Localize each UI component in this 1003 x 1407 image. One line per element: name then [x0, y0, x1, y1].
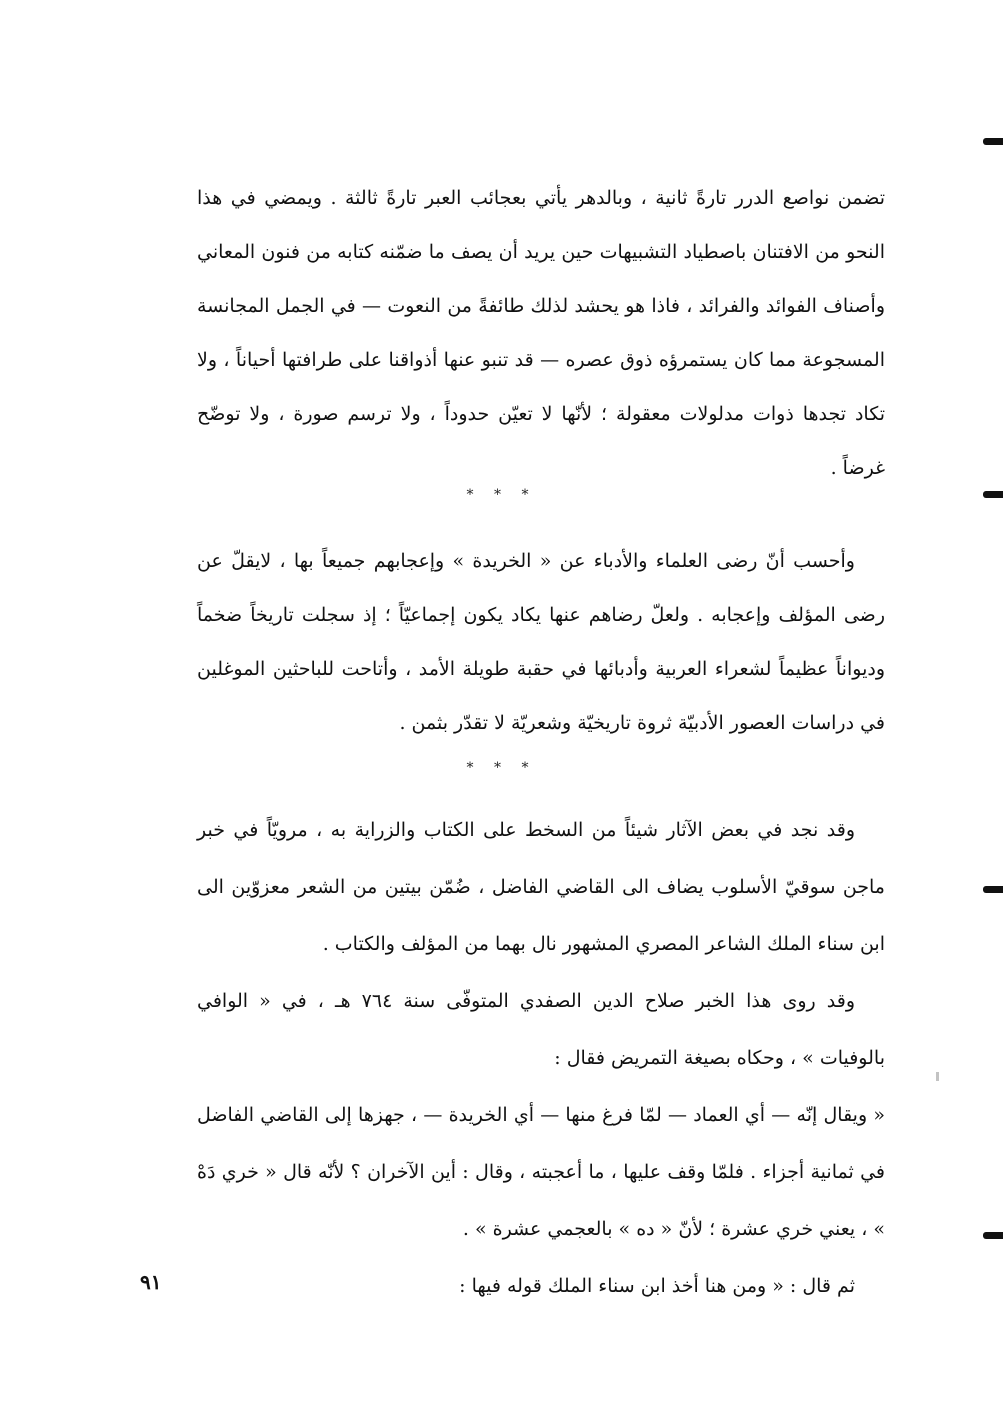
scan-edge-mark: [983, 1232, 1003, 1239]
paragraph: وأحسب أنّ رضى العلماء والأدباء عن « الخريدة » وإعجابهم جميعاً بها ، لايقلّ عن رضى المؤلف وإعجابه . ولعلّ رضاهم عنها يكاد يكون إجماعيّاً ؛ إذ سجلت تاريخاً ضخماً وديواناً عظيماً لشعراء العربية وأدبائها في حقبة طويلة الأمد ، وأتاحت للباحثين الموغلين في دراسات العصور الأدبيّة ثروة تاريخيّة وشعريّة لا تقدّر بثمن .: [197, 550, 885, 734]
text-section-3: [197, 802, 885, 1315]
paragraph: تضمن نواصع الدرر تارةً ثانية ، وبالدهر يأتي بعجائب العبر تارةً ثالثة . ويمضي في هذا النحو من الافتنان باصطياد التشبيهات حين يريد أن يصف ما ضمّنه كتابه من فنون المعاني وأصناف الفوائد والفرائد ، فاذا هو يحشد لذلك طائفةً من النعوت — في الجمل المجانسة المسجوعة مما كان يستمرؤه ذوق عصره — قد تنبو عنها أذواقنا على طرافتها أحياناً ، ولا تكاد تجدها ذوات مدلولات معقولة ؛ لأنّها لا تعيّن حدوداً ، ولا ترسم صورة ، ولا توضّح غرضاً .: [197, 187, 885, 479]
scan-edge-mark: [983, 138, 1003, 145]
text-section-1: [197, 171, 885, 495]
scan-speck: [936, 1072, 939, 1081]
scan-edge-mark: [983, 886, 1003, 893]
text-section-2: [197, 534, 885, 750]
page-number: ٩١: [140, 1270, 162, 1294]
section-separator: * * *: [466, 487, 537, 503]
quoted-paragraph: « ويقال إنّه — أي العماد — لمّا فرغ منها — أي الخريدة — ، جهزها إلى القاضي الفاضل في ثمانية أجزاء . فلمّا وقف عليها ، ما أعجبته ، وقال : أين الآخران ؟ لأنّه قال « خري دَهْ » ، يعني خري عشرة ؛ لأنّ « ده » بالعجمي عشرة » .: [197, 1104, 885, 1240]
paragraph: ثم قال : « ومن هنا أخذ ابن سناء الملك قوله فيها :: [459, 1275, 855, 1297]
section-separator: * * *: [466, 760, 537, 776]
paragraph: وقد نجد في بعض الآثار شيئاً من السخط على الكتاب والزراية به ، مرويّاً في خبر ماجن سوقيّ الأسلوب يضاف الى القاضي الفاضل ، ضُمّن بيتين من الشعر معزوّين الى ابن سناء الملك الشاعر المصري المشهور نال بهما من المؤلف والكتاب .: [197, 819, 885, 955]
paragraph: وقد روى هذا الخبر صلاح الدين الصفدي المتوفّى سنة ٧٦٤ هـ ، في « الوافي بالوفيات » ، وحكاه بصيغة التمريض فقال :: [197, 990, 885, 1069]
